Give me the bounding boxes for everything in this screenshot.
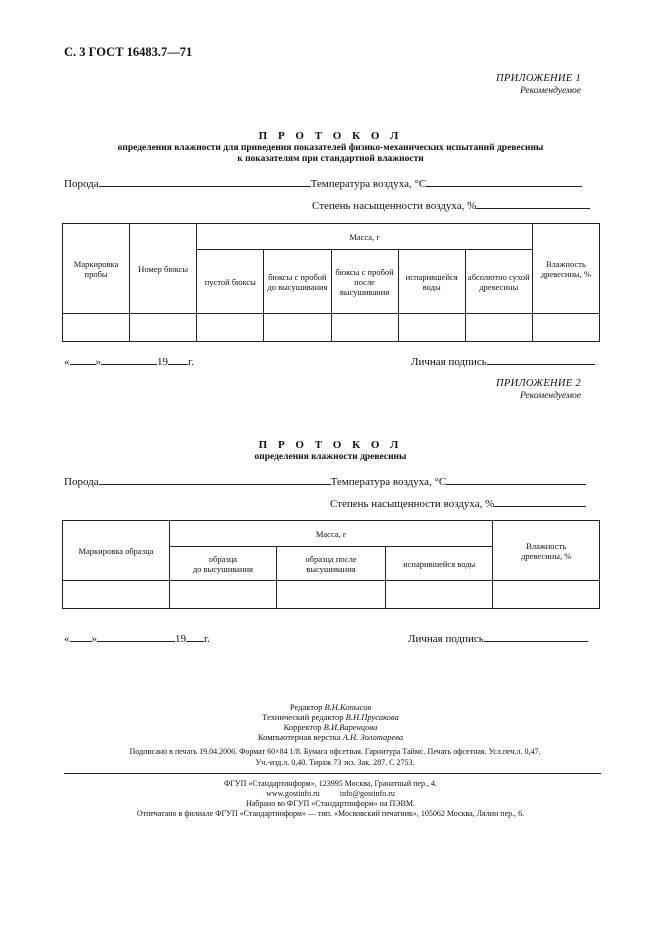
protocol-2-saturation-row	[330, 497, 586, 510]
species-blank[interactable]	[99, 475, 331, 485]
date-mid: »	[95, 356, 101, 368]
col-before-line-1: образца	[208, 553, 238, 564]
signature-blank[interactable]	[487, 355, 595, 365]
credit-name: В.И.Варенцова	[323, 722, 378, 732]
table-row[interactable]	[63, 581, 600, 609]
col-evaporated: испарившейся воды	[386, 547, 493, 581]
col-empty: пустой бюксы	[197, 250, 264, 314]
day-blank[interactable]	[70, 632, 92, 642]
credit-tech	[0, 712, 661, 722]
publisher-printed: Отпечатано в филиале ФГУП «Стандартинформ» — тип. «Московский печатник», 105062 Москва, Лялин пер., 6.	[136, 809, 525, 818]
credit-role: Редактор	[289, 702, 323, 712]
protocol-1-title: П Р О Т О К О Л	[258, 130, 403, 142]
appendix-2-label: ПРИЛОЖЕНИЕ 2	[496, 378, 581, 389]
appendix-1-status: Рекомендуемое	[519, 86, 581, 96]
protocol-2-subtitle: определения влажности древесины	[254, 452, 407, 462]
month-blank[interactable]	[97, 632, 175, 642]
col-mass: Масса, г	[197, 224, 533, 250]
col-after: бюксы с пробой после высушивания	[331, 250, 398, 314]
credit-layout	[0, 732, 661, 742]
temperature-label: Температура воздуха, °С	[310, 178, 427, 190]
credit-name: А.Н. Золотарева	[342, 732, 404, 742]
saturation-label: Степень насыщенности воздуха, %	[312, 200, 477, 212]
protocol-1-signature	[411, 355, 595, 368]
col-moisture	[493, 521, 600, 581]
appendix-2-label-block	[496, 378, 581, 402]
credit-editor	[0, 702, 661, 712]
publisher-email-link[interactable]: info@gostinfo.ru	[339, 789, 395, 798]
protocol-1-species-row	[64, 177, 582, 190]
col-before	[169, 547, 276, 581]
protocol-1-subtitle-2: к показателям при стандартной влажности	[237, 154, 424, 164]
date-year: 19	[157, 356, 168, 368]
col-before: бюксы с пробой до высушивания	[264, 250, 331, 314]
year-blank[interactable]	[168, 355, 188, 365]
col-after-line-1: образца после	[305, 553, 357, 564]
signature-label: Личная подпись	[408, 633, 484, 645]
credit-name: В.Н.Копысов	[324, 702, 372, 712]
appendix-1-label-block	[496, 73, 581, 97]
saturation-blank[interactable]	[476, 199, 590, 209]
temperature-blank[interactable]	[446, 475, 586, 485]
protocol-1-saturation-row	[312, 199, 590, 212]
table-row[interactable]	[63, 314, 600, 342]
credits-block	[0, 702, 661, 742]
imprint-block	[40, 746, 630, 768]
temperature-blank[interactable]	[426, 177, 582, 187]
col-marking: Маркировка пробы	[63, 224, 130, 314]
date-open: «	[64, 356, 70, 368]
credit-corrector	[0, 722, 661, 732]
date-suffix: г.	[188, 356, 195, 368]
publisher-typeset: Набрано во ФГУП «Стандартинформ» на ПЭВМ.	[245, 799, 416, 808]
credit-role: Компьютерная верстка	[257, 732, 341, 742]
publisher-address: ФГУП «Стандартинформ», 123995 Москва, Гранатный пер., 4.	[223, 779, 438, 788]
page-header: С. 3 ГОСТ 16483.7—71	[64, 45, 193, 59]
appendix-2-status: Рекомендуемое	[519, 391, 581, 401]
day-blank[interactable]	[70, 355, 96, 365]
protocol-2-species-row	[64, 475, 586, 488]
protocol-2-signature	[408, 632, 588, 645]
month-blank[interactable]	[101, 355, 157, 365]
col-mass: Масса, г	[169, 521, 493, 547]
credit-role: Корректор	[283, 722, 322, 732]
saturation-label: Степень насыщенности воздуха, %	[330, 498, 495, 510]
temperature-label: Температура воздуха, °С	[330, 476, 447, 488]
protocol-2-table	[62, 520, 600, 609]
divider	[64, 773, 601, 774]
species-label: Порода	[64, 178, 99, 190]
col-moisture-line-2: древесины, %	[521, 550, 572, 561]
col-after	[276, 547, 385, 581]
protocol-1-subtitle-1: определения влажности для приведения показателей физико-механических испытаний древесины	[117, 143, 544, 153]
signature-label: Личная подпись	[411, 356, 487, 368]
date-suffix: г.	[204, 633, 211, 645]
col-after-line-2: высушивания	[306, 563, 356, 574]
date-year: 19	[175, 633, 186, 645]
year-blank[interactable]	[186, 632, 204, 642]
species-label: Порода	[64, 476, 99, 488]
protocol-2-date	[64, 632, 210, 645]
col-before-line-2: до высушивания	[192, 563, 253, 574]
protocol-2-title: П Р О Т О К О Л	[258, 439, 403, 451]
species-blank[interactable]	[99, 177, 311, 187]
date-mid: »	[91, 633, 97, 645]
signature-blank[interactable]	[484, 632, 588, 642]
col-moisture-line-1: Влажность	[526, 540, 567, 551]
col-evaporated: испарившейся воды	[398, 250, 465, 314]
saturation-blank[interactable]	[494, 497, 586, 507]
col-marking: Маркировка образца	[63, 521, 170, 581]
date-open: «	[64, 633, 70, 645]
publisher-contacts	[0, 789, 661, 799]
col-moisture: Влажность древесины, %	[532, 224, 599, 314]
imprint-line-2: Уч.-изд.л. 0,40. Тираж 73 экз. Зак. 287. С 2753.	[255, 758, 415, 767]
publisher-block	[0, 779, 661, 819]
credit-role: Технический редактор	[262, 712, 344, 722]
protocol-1-table	[62, 223, 600, 342]
col-bottle: Номер бюксы	[130, 224, 197, 314]
publisher-web-link[interactable]: www.gostinfo.ru	[266, 789, 320, 798]
appendix-1-label: ПРИЛОЖЕНИЕ 1	[496, 73, 581, 84]
credit-name: В.Н.Прусакова	[345, 712, 399, 722]
protocol-1-date	[64, 355, 194, 368]
col-dry: абсолютно сухой древесины	[465, 250, 532, 314]
imprint-line-1: Подписано в печать 19.04.2006. Формат 60×84 1/8. Бумага офсетная. Гарнитура Таймс. Печать офсетная. Усл.печ.л. 0,47.	[129, 747, 541, 756]
